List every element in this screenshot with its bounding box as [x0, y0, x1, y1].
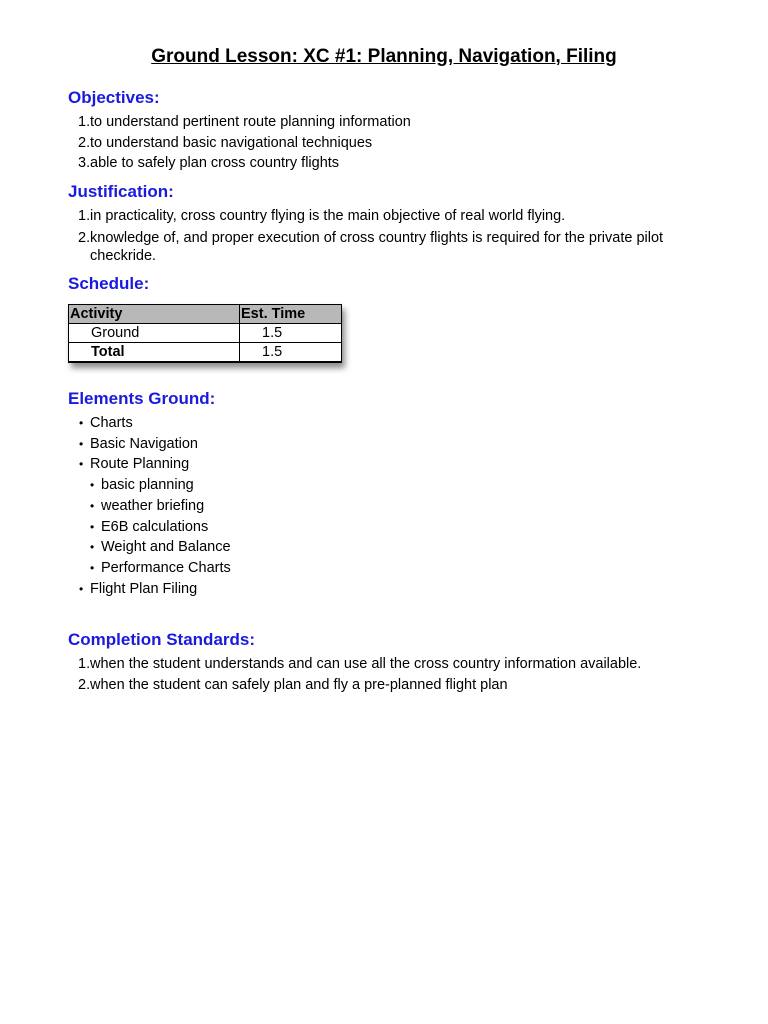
objectives-list	[68, 112, 708, 174]
column-header-est-time: Est. Time	[240, 305, 342, 324]
bullet-icon: •	[79, 457, 84, 472]
bullet-icon: •	[90, 478, 95, 493]
sub-list-item	[68, 496, 468, 517]
sub-list-item	[68, 537, 468, 558]
bullet-icon: •	[90, 498, 95, 513]
bullet-icon: •	[90, 540, 95, 555]
list-item	[68, 454, 468, 475]
bullet-icon: •	[79, 436, 84, 451]
table-row-total	[69, 343, 342, 363]
item-text: Basic Navigation	[90, 435, 198, 452]
item-text: to understand basic navigational techniques	[90, 134, 373, 151]
sub-list-item	[68, 558, 468, 579]
item-number: 2.	[78, 134, 91, 151]
list-item	[68, 413, 468, 434]
elements-ground-heading: Elements Ground:	[68, 389, 216, 408]
list-item	[68, 133, 708, 154]
item-number: 1.	[78, 656, 91, 672]
list-item	[68, 112, 708, 133]
item-text: knowledge of, and proper execution of cross country flights is required for the private pilot checkride.	[90, 229, 664, 264]
justification-heading: Justification:	[68, 182, 174, 201]
time-cell: 1.5	[240, 324, 342, 343]
bullet-icon: •	[90, 519, 95, 534]
schedule-heading: Schedule:	[68, 274, 150, 293]
item-text: Charts	[90, 415, 133, 431]
item-text: Weight and Balance	[101, 539, 231, 556]
completion-standards-heading: Completion Standards:	[68, 630, 256, 649]
list-item	[68, 434, 468, 455]
item-text: to understand pertinent route planning information	[90, 114, 411, 130]
page-title: Ground Lesson: XC #1: Planning, Navigation, Filing	[151, 46, 617, 67]
list-item	[68, 227, 704, 265]
item-text: weather briefing	[101, 497, 205, 514]
bullet-icon: •	[79, 416, 84, 430]
objectives-heading: Objectives:	[68, 88, 160, 107]
item-text: Route Planning	[90, 456, 190, 473]
item-number: 2.	[78, 676, 91, 693]
item-text: Performance Charts	[101, 559, 231, 576]
list-item	[68, 579, 468, 600]
item-text: when the student can safely plan and fly a pre-planned flight plan	[90, 676, 508, 693]
schedule-table	[68, 304, 342, 363]
bullet-icon: •	[79, 581, 84, 596]
list-item	[68, 206, 704, 227]
item-number: 1.	[78, 208, 91, 224]
list-item	[68, 654, 728, 675]
activity-cell: Total	[69, 343, 240, 363]
table-row	[69, 324, 342, 343]
sub-list-item	[68, 475, 468, 496]
item-number: 2.	[78, 229, 91, 246]
elements-ground-list	[68, 413, 468, 599]
completion-standards-list	[68, 654, 728, 695]
item-text: E6B calculations	[101, 518, 209, 535]
column-header-activity: Activity	[69, 305, 240, 324]
activity-cell: Ground	[69, 324, 240, 343]
list-item	[68, 153, 708, 174]
justification-list	[68, 206, 704, 265]
table-header-row	[69, 305, 342, 324]
time-cell: 1.5	[240, 343, 342, 363]
item-number: 1.	[78, 114, 91, 130]
item-number: 3.	[78, 155, 91, 171]
item-text: basic planning	[101, 477, 194, 494]
list-item	[68, 675, 728, 696]
sub-list-item	[68, 517, 468, 538]
item-text: in practicality, cross country flying is the main objective of real world flying.	[90, 208, 566, 224]
item-text: Flight Plan Filing	[90, 580, 198, 597]
bullet-icon: •	[90, 560, 95, 575]
item-text: able to safely plan cross country flights	[90, 155, 340, 171]
item-text: when the student understands and can use all the cross country information available.	[90, 656, 642, 672]
